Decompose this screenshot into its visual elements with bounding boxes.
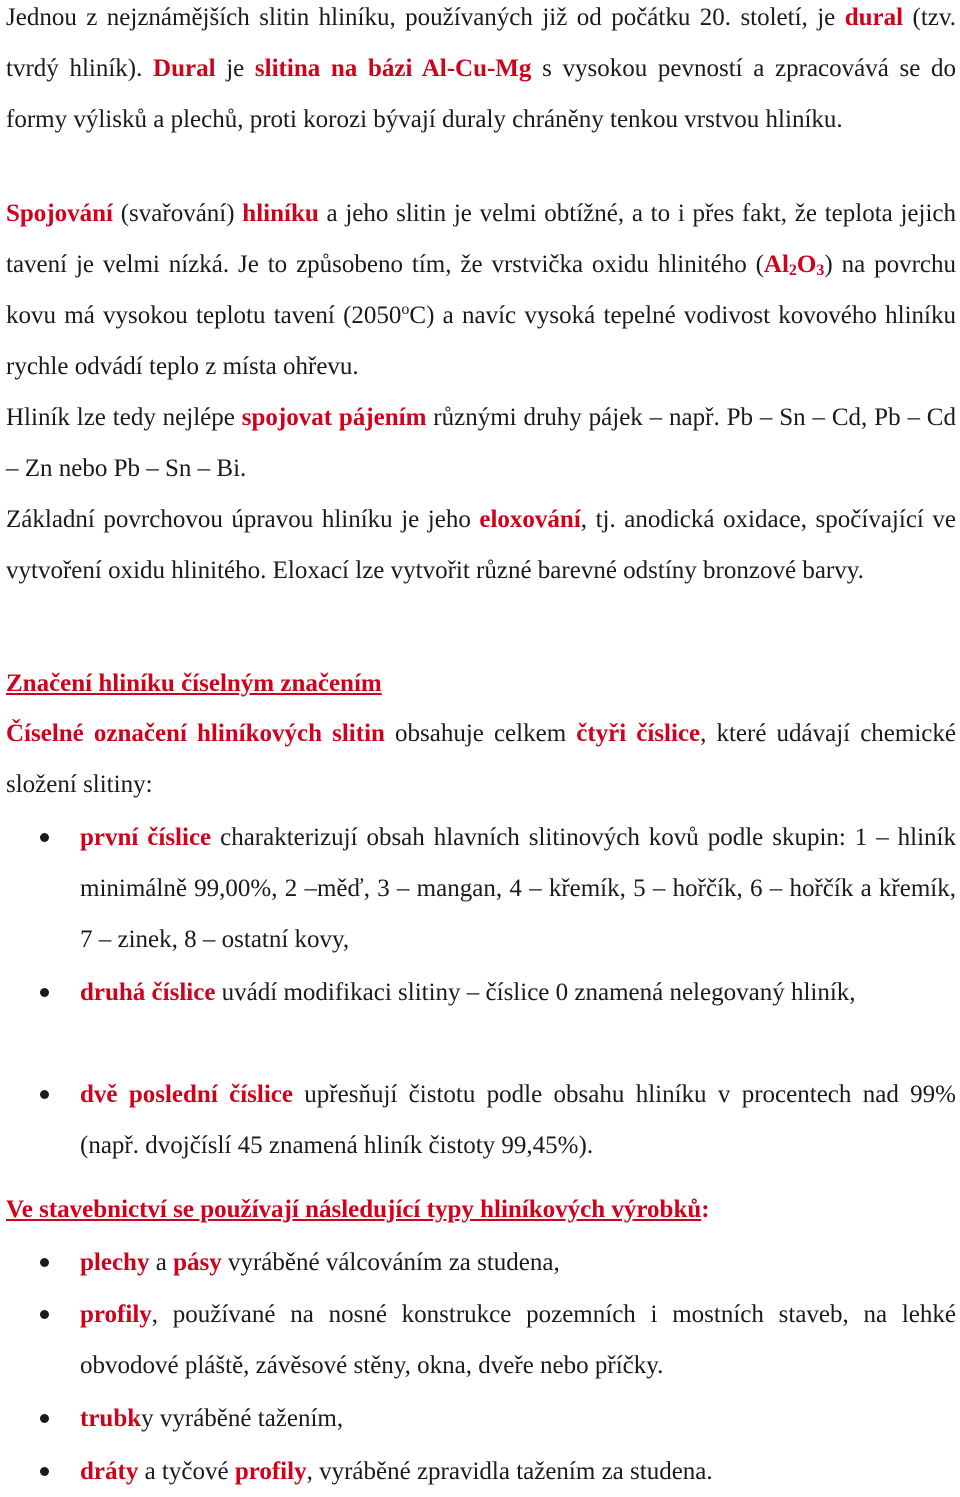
highlighted-term: O bbox=[796, 251, 817, 278]
bullet-icon bbox=[40, 1467, 49, 1476]
list-item-wires bbox=[80, 1446, 956, 1497]
highlighted-term: plechy bbox=[80, 1249, 150, 1276]
highlighted-term: eloxování bbox=[479, 506, 581, 533]
bullet-icon bbox=[40, 833, 49, 842]
section-heading-products bbox=[6, 1184, 956, 1235]
highlighted-term: slitina na bázi Al-Cu-Mg bbox=[254, 55, 532, 82]
text-run: vyráběné válcováním za studena, bbox=[221, 1249, 560, 1276]
text-run: , vyráběné zpravidla tažením za studena. bbox=[306, 1458, 713, 1485]
text-run: Hliník lze tedy nejlépe bbox=[6, 404, 242, 431]
text-run: obsahuje celkem bbox=[384, 720, 577, 747]
text-run: je bbox=[215, 55, 255, 82]
highlighted-term: dural bbox=[844, 4, 904, 31]
text-run: a bbox=[149, 1249, 174, 1276]
highlighted-term: Spojování bbox=[6, 200, 113, 227]
text-run: různými druhy pájek – např. Pb – Sn – Cd, Pb – Cd – Zn nebo Pb – Sn – Bi. bbox=[6, 404, 956, 482]
bullet-icon bbox=[40, 1090, 49, 1099]
highlighted-term: 3 bbox=[816, 262, 825, 279]
text-run: ) na povrchu kovu má vysokou teplotu tavení (2050 bbox=[6, 251, 957, 329]
highlighted-term: trubk bbox=[80, 1405, 142, 1432]
text-run: (tzv. tvrdý hliník). bbox=[6, 4, 956, 82]
list-item-profiles bbox=[80, 1289, 956, 1391]
list-item-last-digits bbox=[80, 1069, 956, 1171]
highlighted-term: profily bbox=[234, 1458, 307, 1485]
list-item-sheets bbox=[80, 1237, 956, 1288]
bullet-icon bbox=[40, 988, 49, 997]
highlighted-term: Dural bbox=[153, 55, 216, 82]
bullet-icon bbox=[40, 1258, 49, 1267]
section-heading-numbering bbox=[6, 658, 956, 709]
text-run: y vyráběné tažením, bbox=[141, 1405, 344, 1432]
highlighted-term: hliníku bbox=[242, 200, 319, 227]
text-run: , používané na nosné konstrukce pozemních i mostních staveb, na lehké obvodové pláště, závěsové stěny, okna, dveře nebo příčky. bbox=[80, 1301, 956, 1379]
text-run: a tyčové bbox=[138, 1458, 235, 1485]
text-run: o bbox=[401, 301, 410, 318]
highlighted-term: spojovat pájením bbox=[241, 404, 427, 431]
text-run: , které udávají chemické složení slitiny: bbox=[6, 720, 956, 798]
highlighted-term: dráty bbox=[80, 1458, 139, 1485]
text-run: upřesňují čistotu podle obsahu hliníku v procentech nad 99% (např. dvojčíslí 45 znamená hliník čistoty 99,45%). bbox=[80, 1081, 956, 1159]
paragraph-soldering bbox=[6, 392, 956, 494]
heading-text: Značení hliníku číselným značením bbox=[6, 670, 382, 697]
list-item-first-digit bbox=[80, 812, 956, 965]
paragraph-dural bbox=[6, 0, 956, 145]
paragraph-numbering-intro bbox=[6, 708, 956, 810]
text-run: s vysokou pevností a zpracovává se do formy výlisků a plechů, proti korozi bývají duraly chráněny tenkou vrstvou hliníku. bbox=[6, 55, 956, 133]
highlighted-term: Číselné označení hliníkových slitin bbox=[6, 720, 385, 747]
heading-colon: : bbox=[701, 1196, 710, 1223]
text-run: a jeho slitin je velmi obtížné, a to i přes fakt, že teplota jejich tavení je velmi nízká. Je to způsobeno tím, že vrstvička oxidu hlinitého ( bbox=[6, 200, 956, 278]
highlighted-term: profily bbox=[80, 1301, 152, 1328]
paragraph-anodizing bbox=[6, 494, 956, 596]
text-run: uvádí modifikaci slitiny – číslice 0 znamená nelegovaný hliník, bbox=[215, 979, 856, 1006]
highlighted-term: druhá číslice bbox=[80, 979, 216, 1006]
highlighted-term: první číslice bbox=[80, 824, 212, 851]
list-item-second-digit bbox=[80, 967, 956, 1018]
text-run: Základní povrchovou úpravou hliníku je jeho bbox=[6, 506, 480, 533]
paragraph-welding bbox=[6, 188, 956, 392]
bullet-icon bbox=[40, 1414, 49, 1423]
list-item-tubes bbox=[80, 1393, 956, 1444]
highlighted-term: pásy bbox=[173, 1249, 222, 1276]
text-run: Jednou z nejznámějších slitin hliníku, používaných již od počátku 20. století, je bbox=[6, 4, 845, 31]
highlighted-term: 2 bbox=[788, 262, 797, 279]
text-run: C) a navíc vysoká tepelné vodivost kovového hliníku rychle odvádí teplo z místa ohřevu. bbox=[6, 302, 956, 380]
highlighted-term: Al bbox=[763, 251, 789, 278]
heading-text: Ve stavebnictví se používají následující typy hliníkových výrobků bbox=[6, 1196, 702, 1223]
text-run: (svařování) bbox=[112, 200, 243, 227]
bullet-icon bbox=[40, 1310, 49, 1319]
highlighted-term: dvě poslední číslice bbox=[80, 1081, 293, 1108]
text-run: , tj. anodická oxidace, spočívající ve vytvoření oxidu hlinitého. Eloxací lze vytvořit různé barevné odstíny bronzové barvy. bbox=[6, 506, 956, 584]
text-run: charakterizují obsah hlavních slitinových kovů podle skupin: 1 – hliník minimálně 99,00%, 2 –měď, 3 – mangan, 4 – křemík, 5 – hořčík, 6 – hořčík a křemík, 7 – zinek, 8 – ostatní kovy, bbox=[80, 824, 956, 953]
highlighted-term: čtyři číslice bbox=[576, 720, 701, 747]
